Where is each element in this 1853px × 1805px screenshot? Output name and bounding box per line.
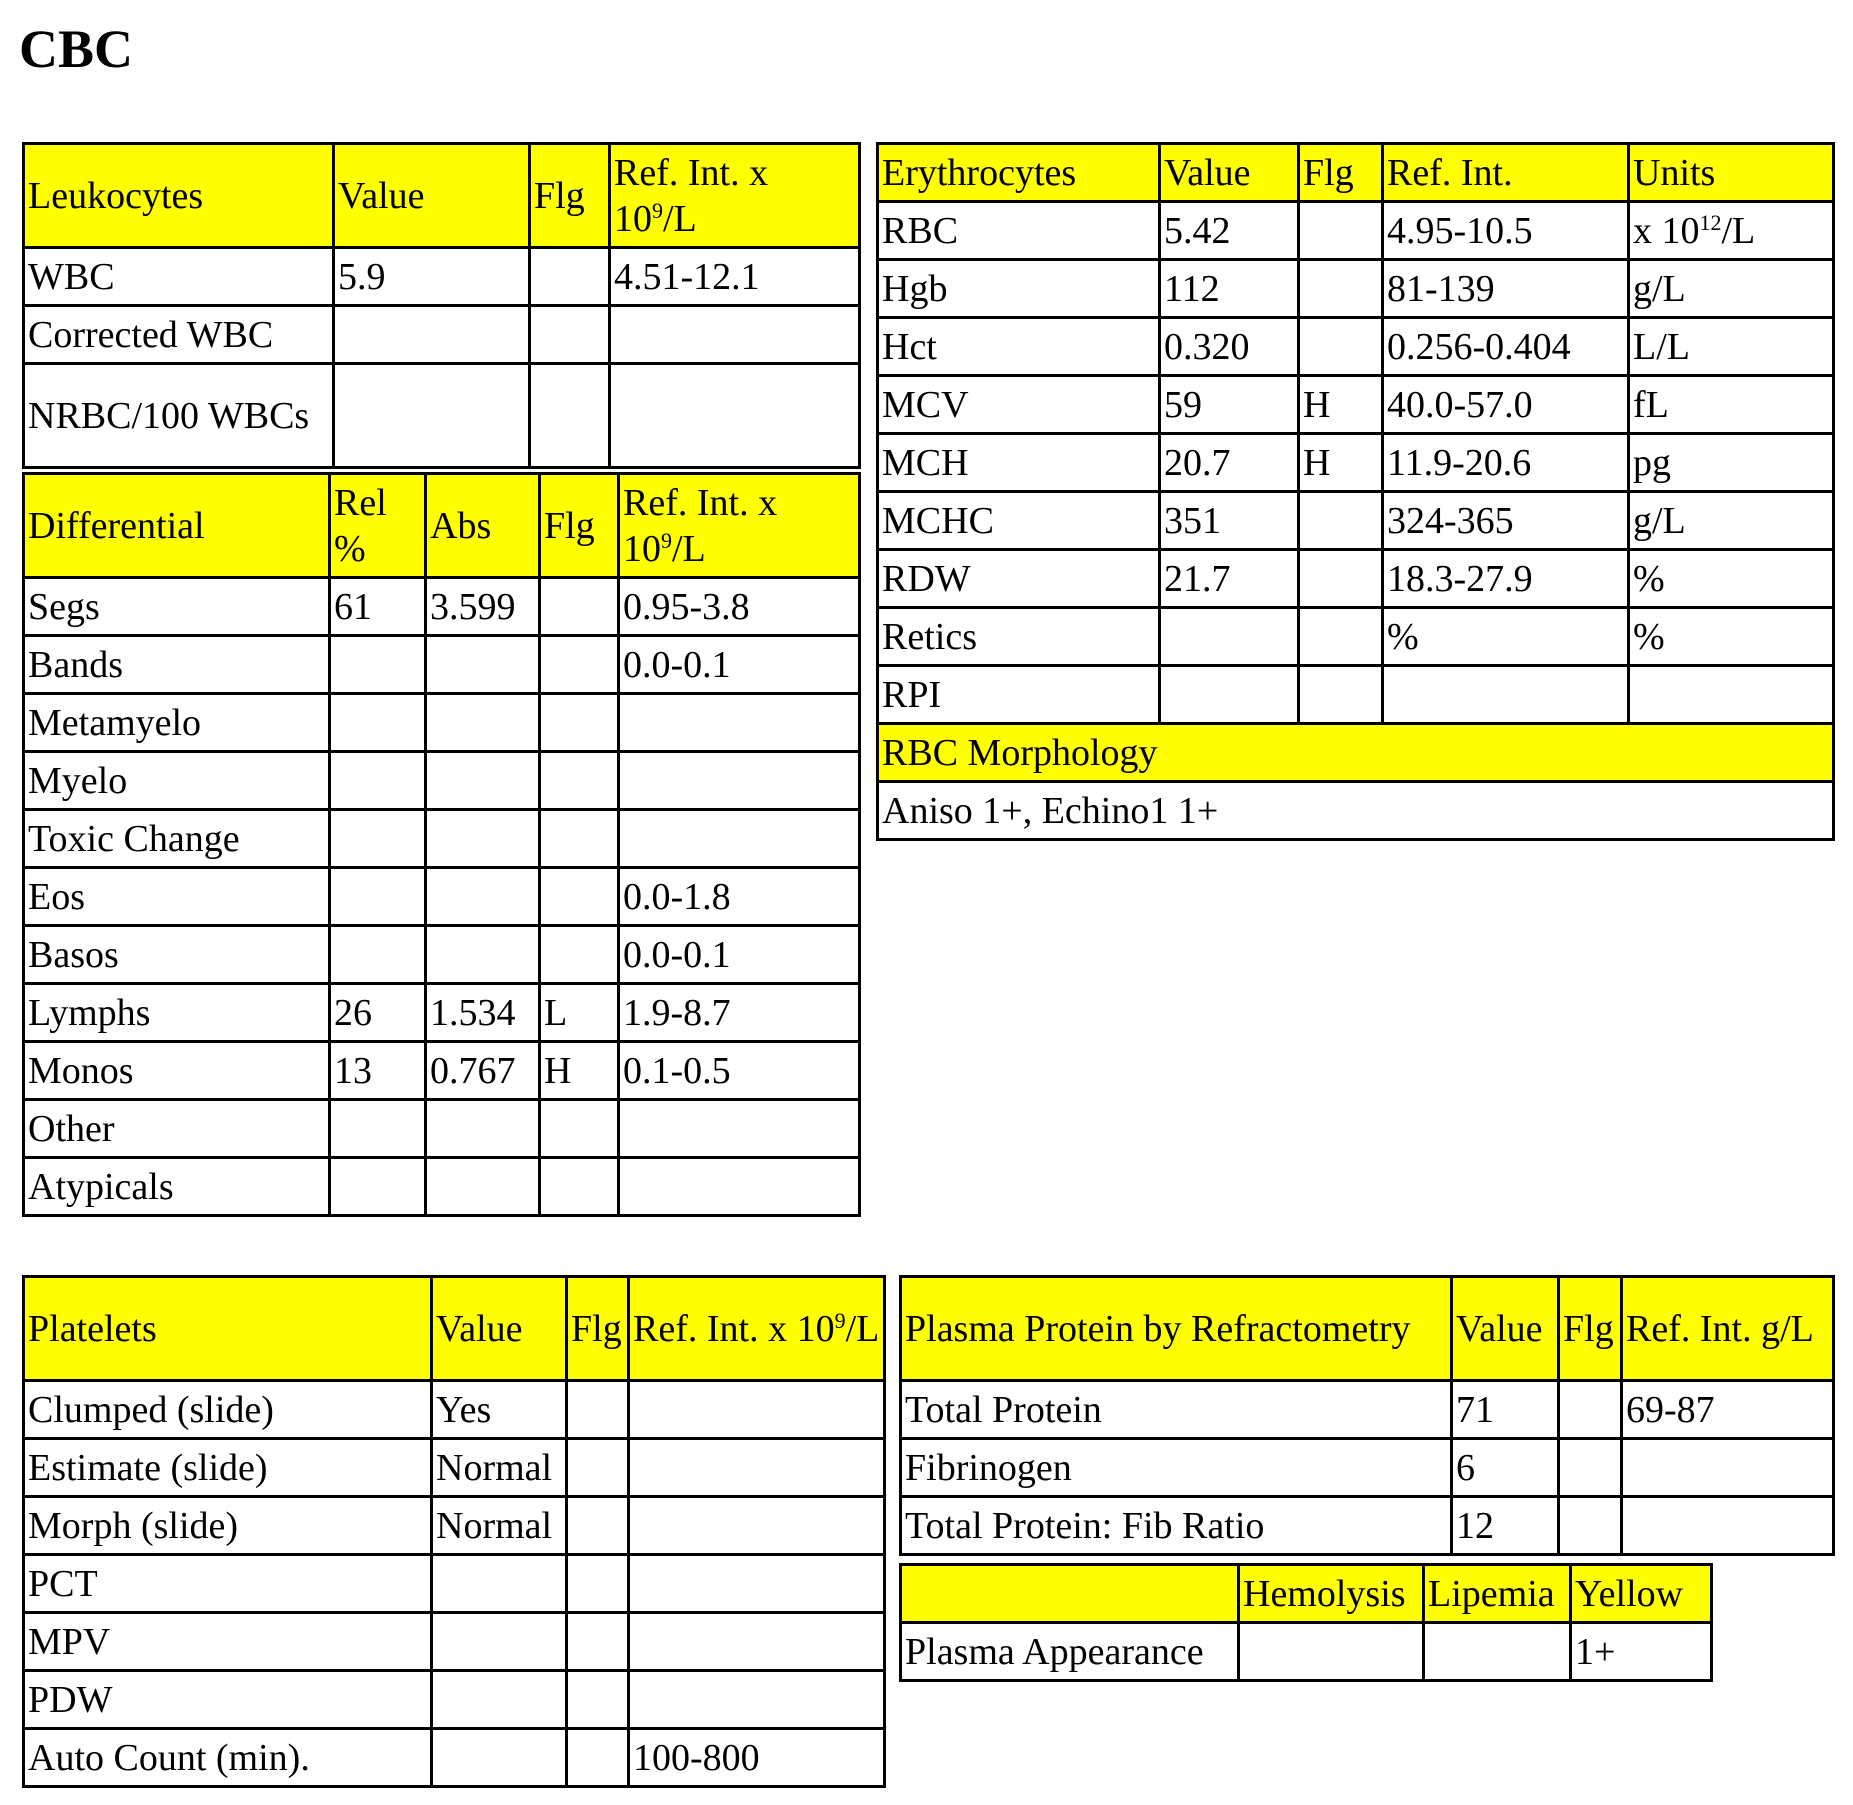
ref-label: Ref. Int. x 10 bbox=[633, 1307, 835, 1350]
row-name: Monos bbox=[24, 1042, 330, 1100]
row-ref bbox=[629, 1497, 885, 1555]
row-rel bbox=[330, 1158, 426, 1216]
row-name: Total Protein bbox=[901, 1381, 1452, 1439]
plasma-protein-header-row bbox=[901, 1277, 1834, 1381]
row-flag bbox=[1559, 1439, 1622, 1497]
row-ref bbox=[1383, 666, 1629, 724]
row-abs: 1.534 bbox=[426, 984, 540, 1042]
row-abs bbox=[426, 752, 540, 810]
row-name: Other bbox=[24, 1100, 330, 1158]
row-name: Plasma Appearance bbox=[901, 1623, 1239, 1681]
row-name: Auto Count (min). bbox=[24, 1729, 432, 1787]
row-name: MCHC bbox=[878, 492, 1160, 550]
table-row bbox=[24, 1671, 885, 1729]
header-cell: Erythrocytes bbox=[878, 144, 1160, 202]
row-value: 20.7 bbox=[1160, 434, 1299, 492]
row-ref bbox=[610, 306, 860, 364]
row-ref: 69-87 bbox=[1622, 1381, 1834, 1439]
row-units-units-pre: g/L bbox=[1633, 267, 1686, 310]
row-name: Hct bbox=[878, 318, 1160, 376]
row-units bbox=[1629, 202, 1834, 260]
row-ref bbox=[629, 1555, 885, 1613]
row-flag bbox=[540, 868, 619, 926]
row-ref bbox=[1622, 1497, 1834, 1555]
table-row bbox=[24, 1158, 860, 1216]
table-row bbox=[901, 1439, 1834, 1497]
row-ref: 0.1-0.5 bbox=[619, 1042, 860, 1100]
row-ref bbox=[629, 1439, 885, 1497]
row-flag bbox=[567, 1729, 629, 1787]
row-value bbox=[1160, 666, 1299, 724]
plasma-protein-table bbox=[899, 1275, 1835, 1556]
row-units bbox=[1629, 492, 1834, 550]
row-units-units-pre: fL bbox=[1633, 383, 1669, 426]
row-units bbox=[1629, 608, 1834, 666]
row-ref bbox=[610, 364, 860, 468]
row-flag bbox=[540, 1100, 619, 1158]
row-rel bbox=[330, 810, 426, 868]
row-value bbox=[432, 1729, 567, 1787]
row-lipemia bbox=[1424, 1623, 1571, 1681]
row-flag bbox=[567, 1613, 629, 1671]
row-flag: H bbox=[1299, 376, 1383, 434]
row-yellow: 1+ bbox=[1571, 1623, 1712, 1681]
header-cell: Hemolysis bbox=[1239, 1565, 1424, 1623]
table-row bbox=[24, 810, 860, 868]
row-units bbox=[1629, 260, 1834, 318]
header-cell bbox=[619, 474, 860, 578]
row-name: Segs bbox=[24, 578, 330, 636]
row-value: 6 bbox=[1452, 1439, 1559, 1497]
row-value: 351 bbox=[1160, 492, 1299, 550]
row-ref bbox=[629, 1381, 885, 1439]
row-value: 21.7 bbox=[1160, 550, 1299, 608]
row-name: Atypicals bbox=[24, 1158, 330, 1216]
row-name: Morph (slide) bbox=[24, 1497, 432, 1555]
row-rel bbox=[330, 752, 426, 810]
row-flag bbox=[1299, 550, 1383, 608]
header-cell bbox=[610, 144, 860, 248]
row-units-units-pre: pg bbox=[1633, 441, 1671, 484]
row-name: Myelo bbox=[24, 752, 330, 810]
differential-table bbox=[22, 472, 861, 1217]
row-abs bbox=[426, 694, 540, 752]
row-flag bbox=[540, 694, 619, 752]
row-name: PDW bbox=[24, 1671, 432, 1729]
row-ref bbox=[629, 1613, 885, 1671]
table-row bbox=[878, 318, 1834, 376]
row-value: Yes bbox=[432, 1381, 567, 1439]
row-name: Estimate (slide) bbox=[24, 1439, 432, 1497]
row-flag bbox=[540, 578, 619, 636]
rbc-morphology-value: Aniso 1+, Echino1 1+ bbox=[878, 782, 1834, 840]
row-flag bbox=[530, 248, 610, 306]
row-name: Corrected WBC bbox=[24, 306, 334, 364]
row-units-units-pre: L/L bbox=[1633, 325, 1690, 368]
row-ref: 11.9-20.6 bbox=[1383, 434, 1629, 492]
row-abs bbox=[426, 1158, 540, 1216]
ref-unit: /L bbox=[845, 1307, 880, 1350]
row-rel bbox=[330, 926, 426, 984]
row-units bbox=[1629, 434, 1834, 492]
table-row bbox=[24, 1042, 860, 1100]
row-ref bbox=[619, 752, 860, 810]
table-row bbox=[24, 364, 860, 468]
table-row bbox=[901, 1623, 1712, 1681]
ref-label: Ref. Int. x 10 bbox=[623, 481, 778, 570]
differential-header-row bbox=[24, 474, 860, 578]
row-units bbox=[1629, 376, 1834, 434]
row-value bbox=[334, 306, 530, 364]
row-ref: 324-365 bbox=[1383, 492, 1629, 550]
row-flag bbox=[1559, 1497, 1622, 1555]
header-cell: Leukocytes bbox=[24, 144, 334, 248]
row-units-units-post: /L bbox=[1721, 209, 1756, 252]
row-ref: 18.3-27.9 bbox=[1383, 550, 1629, 608]
table-row bbox=[24, 578, 860, 636]
row-abs: 3.599 bbox=[426, 578, 540, 636]
row-abs bbox=[426, 1100, 540, 1158]
ref-exponent: 9 bbox=[652, 197, 663, 223]
table-row bbox=[24, 1497, 885, 1555]
row-value bbox=[432, 1555, 567, 1613]
header-cell: Differential bbox=[24, 474, 330, 578]
header-cell: Rel % bbox=[330, 474, 426, 578]
header-cell: Plasma Protein by Refractometry bbox=[901, 1277, 1452, 1381]
header-cell: Value bbox=[1160, 144, 1299, 202]
table-row bbox=[24, 926, 860, 984]
table-row bbox=[24, 752, 860, 810]
row-rel: 13 bbox=[330, 1042, 426, 1100]
row-abs bbox=[426, 636, 540, 694]
plasma-appearance-table bbox=[899, 1563, 1713, 1682]
row-name: NRBC/100 WBCs bbox=[24, 364, 334, 468]
row-ref: 0.256-0.404 bbox=[1383, 318, 1629, 376]
header-cell: Ref. Int. g/L bbox=[1622, 1277, 1834, 1381]
table-row bbox=[878, 376, 1834, 434]
header-cell bbox=[901, 1565, 1239, 1623]
table-row bbox=[24, 248, 860, 306]
row-name: RDW bbox=[878, 550, 1160, 608]
row-value bbox=[334, 364, 530, 468]
plasma-appearance-header-row bbox=[901, 1565, 1712, 1623]
row-flag bbox=[1299, 608, 1383, 666]
header-cell: Flg bbox=[530, 144, 610, 248]
row-value: Normal bbox=[432, 1439, 567, 1497]
header-cell: Value bbox=[432, 1277, 567, 1381]
row-flag bbox=[1559, 1381, 1622, 1439]
header-cell bbox=[629, 1277, 885, 1381]
row-value bbox=[432, 1671, 567, 1729]
row-value: Normal bbox=[432, 1497, 567, 1555]
row-flag: L bbox=[540, 984, 619, 1042]
row-value: 71 bbox=[1452, 1381, 1559, 1439]
row-abs: 0.767 bbox=[426, 1042, 540, 1100]
table-row bbox=[24, 1729, 885, 1787]
rbc-morphology-table bbox=[876, 722, 1835, 841]
row-ref bbox=[629, 1671, 885, 1729]
row-name: Metamyelo bbox=[24, 694, 330, 752]
header-cell: Lipemia bbox=[1424, 1565, 1571, 1623]
header-cell: Ref. Int. bbox=[1383, 144, 1629, 202]
table-row bbox=[878, 550, 1834, 608]
header-cell: Yellow bbox=[1571, 1565, 1712, 1623]
row-units-units-pre: x 10 bbox=[1633, 209, 1700, 252]
table-row bbox=[901, 1497, 1834, 1555]
row-units bbox=[1629, 550, 1834, 608]
row-ref: 4.51-12.1 bbox=[610, 248, 860, 306]
row-name: Eos bbox=[24, 868, 330, 926]
row-hemolysis bbox=[1239, 1623, 1424, 1681]
header-cell: RBC Morphology bbox=[878, 724, 1834, 782]
row-flag bbox=[1299, 260, 1383, 318]
row-flag bbox=[1299, 492, 1383, 550]
row-flag bbox=[540, 636, 619, 694]
row-rel bbox=[330, 636, 426, 694]
row-abs bbox=[426, 868, 540, 926]
row-value: 0.320 bbox=[1160, 318, 1299, 376]
table-row bbox=[24, 1439, 885, 1497]
row-flag bbox=[540, 926, 619, 984]
row-name: Lymphs bbox=[24, 984, 330, 1042]
row-name: RPI bbox=[878, 666, 1160, 724]
leukocytes-header-row bbox=[24, 144, 860, 248]
table-row bbox=[24, 1381, 885, 1439]
row-name: Bands bbox=[24, 636, 330, 694]
row-flag bbox=[567, 1555, 629, 1613]
table-row bbox=[878, 608, 1834, 666]
header-cell: Value bbox=[334, 144, 530, 248]
row-name: Basos bbox=[24, 926, 330, 984]
table-row bbox=[901, 1381, 1834, 1439]
row-ref bbox=[619, 1100, 860, 1158]
row-name: Hgb bbox=[878, 260, 1160, 318]
row-units-units-sup: 12 bbox=[1699, 209, 1722, 235]
table-row bbox=[878, 666, 1834, 724]
table-row bbox=[878, 202, 1834, 260]
row-ref: 0.0-0.1 bbox=[619, 636, 860, 694]
row-flag: H bbox=[1299, 434, 1383, 492]
table-row bbox=[24, 1100, 860, 1158]
row-flag: H bbox=[540, 1042, 619, 1100]
row-ref: 40.0-57.0 bbox=[1383, 376, 1629, 434]
row-flag bbox=[1299, 666, 1383, 724]
table-row bbox=[24, 1555, 885, 1613]
ref-unit: /L bbox=[663, 197, 697, 240]
ref-exponent: 9 bbox=[661, 527, 672, 553]
row-ref: 100-800 bbox=[629, 1729, 885, 1787]
row-value bbox=[432, 1613, 567, 1671]
platelets-header-row bbox=[24, 1277, 885, 1381]
row-rel bbox=[330, 694, 426, 752]
header-cell: Units bbox=[1629, 144, 1834, 202]
row-value: 5.42 bbox=[1160, 202, 1299, 260]
header-cell: Flg bbox=[1559, 1277, 1622, 1381]
row-ref: 0.95-3.8 bbox=[619, 578, 860, 636]
row-name: Total Protein: Fib Ratio bbox=[901, 1497, 1452, 1555]
row-ref bbox=[619, 1158, 860, 1216]
row-abs bbox=[426, 926, 540, 984]
row-ref: 81-139 bbox=[1383, 260, 1629, 318]
row-ref: 1.9-8.7 bbox=[619, 984, 860, 1042]
table-row bbox=[878, 434, 1834, 492]
table-row bbox=[24, 868, 860, 926]
row-ref bbox=[1622, 1439, 1834, 1497]
row-flag bbox=[1299, 318, 1383, 376]
header-cell: Value bbox=[1452, 1277, 1559, 1381]
rbc-morphology-header-row bbox=[878, 724, 1834, 782]
header-cell: Flg bbox=[540, 474, 619, 578]
row-ref: 0.0-1.8 bbox=[619, 868, 860, 926]
ref-exponent: 9 bbox=[834, 1307, 846, 1333]
erythrocytes-header-row bbox=[878, 144, 1834, 202]
row-flag bbox=[540, 810, 619, 868]
platelets-table bbox=[22, 1275, 886, 1788]
table-row bbox=[24, 306, 860, 364]
page-title: CBC bbox=[19, 19, 134, 79]
row-ref: 0.0-0.1 bbox=[619, 926, 860, 984]
row-rel: 26 bbox=[330, 984, 426, 1042]
row-value: 5.9 bbox=[334, 248, 530, 306]
row-ref: % bbox=[1383, 608, 1629, 666]
row-flag bbox=[567, 1439, 629, 1497]
row-name: Fibrinogen bbox=[901, 1439, 1452, 1497]
header-cell: Platelets bbox=[24, 1277, 432, 1381]
row-name: MCV bbox=[878, 376, 1160, 434]
row-units-units-pre: % bbox=[1633, 615, 1665, 658]
erythrocytes-table bbox=[876, 142, 1835, 725]
row-name: MPV bbox=[24, 1613, 432, 1671]
row-abs bbox=[426, 810, 540, 868]
row-value bbox=[1160, 608, 1299, 666]
header-cell: Abs bbox=[426, 474, 540, 578]
table-row bbox=[24, 984, 860, 1042]
row-ref bbox=[619, 810, 860, 868]
row-units-units-pre: % bbox=[1633, 557, 1665, 600]
row-rel bbox=[330, 868, 426, 926]
row-name: Retics bbox=[878, 608, 1160, 666]
row-name: Toxic Change bbox=[24, 810, 330, 868]
row-ref: 4.95-10.5 bbox=[1383, 202, 1629, 260]
header-cell: Flg bbox=[567, 1277, 629, 1381]
table-row bbox=[24, 694, 860, 752]
table-row bbox=[878, 260, 1834, 318]
row-name: PCT bbox=[24, 1555, 432, 1613]
leukocytes-table bbox=[22, 142, 861, 469]
row-value: 59 bbox=[1160, 376, 1299, 434]
row-flag bbox=[567, 1671, 629, 1729]
row-flag bbox=[530, 306, 610, 364]
table-row bbox=[24, 636, 860, 694]
header-cell: Flg bbox=[1299, 144, 1383, 202]
table-row bbox=[878, 782, 1834, 840]
table-row bbox=[24, 1613, 885, 1671]
row-name: WBC bbox=[24, 248, 334, 306]
row-name: Clumped (slide) bbox=[24, 1381, 432, 1439]
ref-unit: /L bbox=[672, 527, 706, 570]
row-name: RBC bbox=[878, 202, 1160, 260]
row-flag bbox=[567, 1381, 629, 1439]
row-value: 12 bbox=[1452, 1497, 1559, 1555]
row-flag bbox=[567, 1497, 629, 1555]
ref-label: Ref. Int. x 10 bbox=[614, 151, 769, 240]
row-flag bbox=[1299, 202, 1383, 260]
row-flag bbox=[540, 752, 619, 810]
row-flag bbox=[540, 1158, 619, 1216]
row-name: MCH bbox=[878, 434, 1160, 492]
row-value: 112 bbox=[1160, 260, 1299, 318]
row-flag bbox=[530, 364, 610, 468]
row-rel: 61 bbox=[330, 578, 426, 636]
row-ref bbox=[619, 694, 860, 752]
row-units-units-pre: g/L bbox=[1633, 499, 1686, 542]
row-units bbox=[1629, 666, 1834, 724]
row-rel bbox=[330, 1100, 426, 1158]
table-row bbox=[878, 492, 1834, 550]
row-units bbox=[1629, 318, 1834, 376]
